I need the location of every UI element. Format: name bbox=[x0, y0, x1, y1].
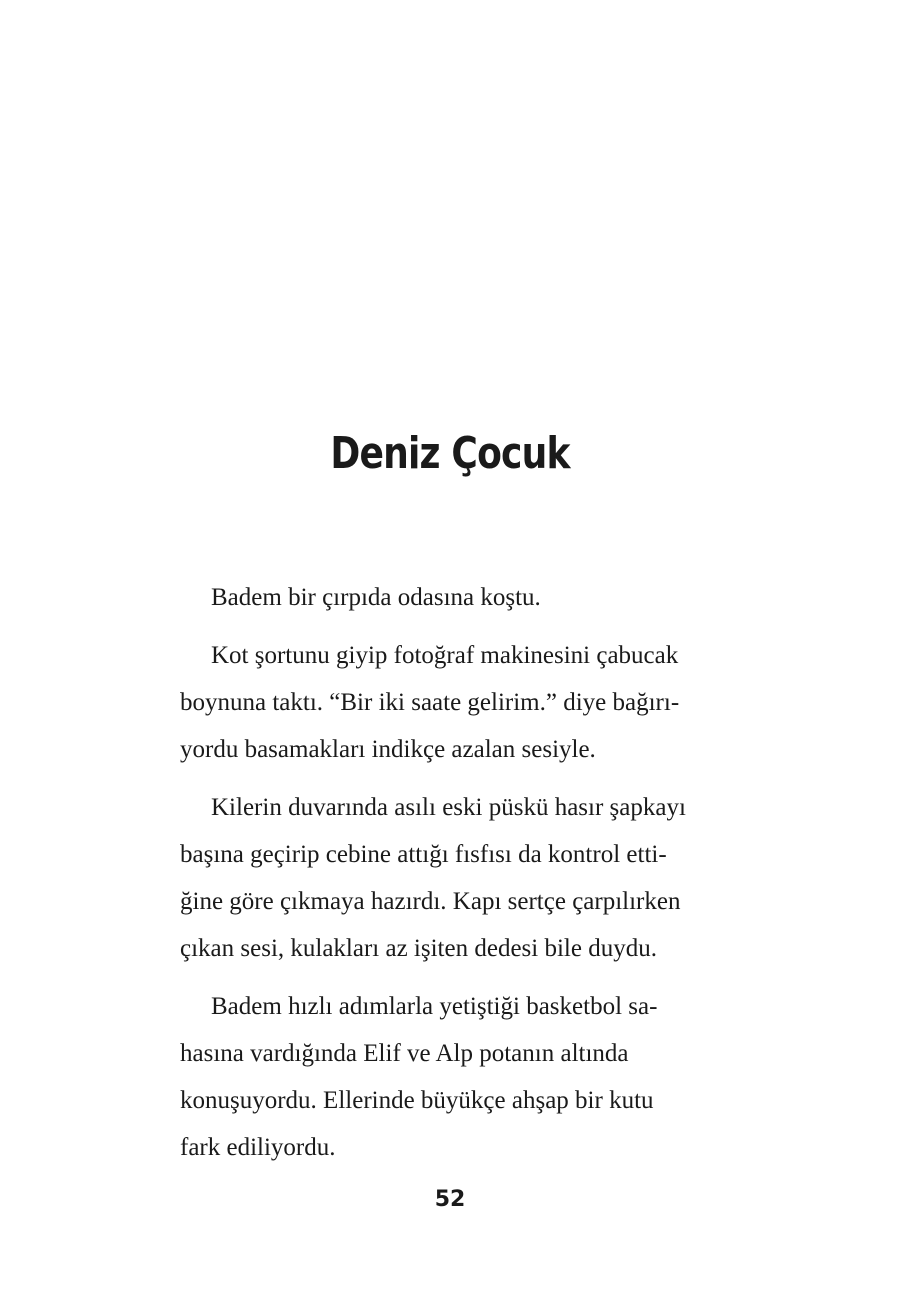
text-line: ğine göre çıkmaya hazırdı. Kapı sertçe çarpılırken bbox=[180, 888, 681, 915]
text-line: boynuna taktı. “Bir iki saate gelirim.” diye bağırı- bbox=[180, 689, 680, 716]
paragraph-2 bbox=[180, 632, 702, 773]
page-number: 52 bbox=[434, 1187, 466, 1212]
text-line: başına geçirip cebine attığı fısfısı da kontrol etti- bbox=[180, 841, 667, 868]
body-text bbox=[180, 574, 702, 1182]
text-line: çıkan sesi, kulakları az işiten dedesi bile duydu. bbox=[180, 935, 657, 962]
paragraph-3 bbox=[180, 784, 702, 972]
text-line: hasına vardığında Elif ve Alp potanın altında bbox=[180, 1040, 629, 1067]
text-line: Badem bir çırpıda odasına koştu. bbox=[211, 584, 541, 611]
paragraph-4 bbox=[180, 983, 702, 1171]
text-line: yordu basamakları indikçe azalan sesiyle. bbox=[180, 736, 596, 763]
text-line: konuşuyordu. Ellerinde büyükçe ahşap bir kutu bbox=[180, 1087, 654, 1114]
text-line: Kot şortunu giyip fotoğraf makinesini çabucak bbox=[211, 642, 679, 669]
text-line: Badem hızlı adımlarla yetiştiği basketbol sa- bbox=[211, 993, 658, 1020]
chapter-title: Deniz Çocuk bbox=[330, 428, 570, 479]
paragraph-1 bbox=[180, 574, 702, 621]
text-line: fark ediliyordu. bbox=[180, 1134, 336, 1161]
text-line: Kilerin duvarında asılı eski püskü hasır şapkayı bbox=[211, 794, 686, 821]
